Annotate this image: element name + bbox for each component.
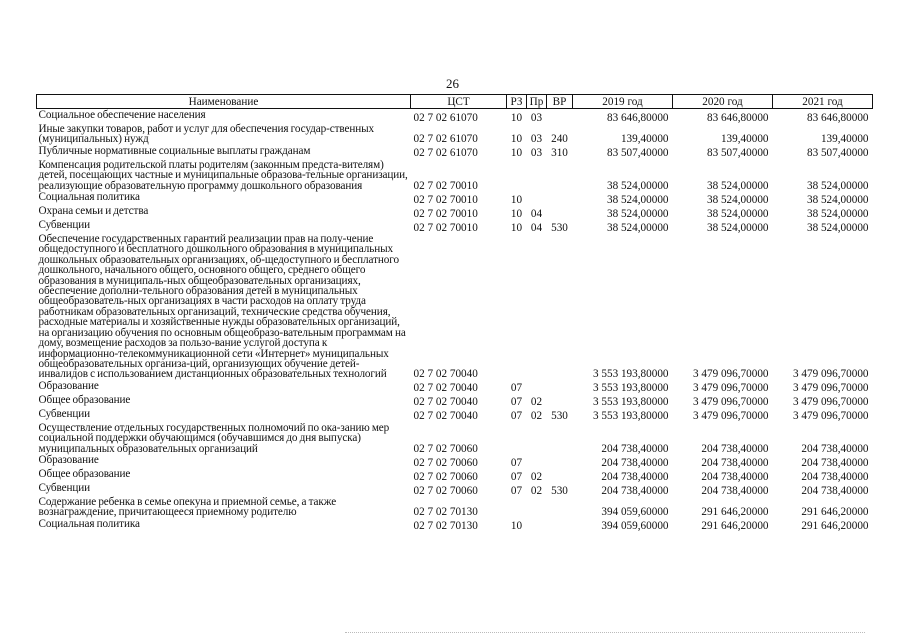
cell-2020: 38 524,00000 (706, 179, 769, 192)
cell-rz: 10 (510, 147, 523, 160)
cell-cst: 02 7 02 70130 (413, 506, 478, 519)
cell-name: Образование (38, 379, 99, 392)
cell-rz: 10 (510, 221, 523, 234)
cell-vr (547, 496, 573, 518)
cell-2021: 3 479 096,70000 (792, 382, 869, 395)
cell-2021: 204 738,40000 (801, 442, 869, 455)
cell-cst: 02 7 02 70060 (413, 470, 478, 483)
cell-cst: 02 7 02 70010 (413, 207, 478, 220)
column-header-2019: 2019 год (573, 95, 673, 109)
cell-pr: 02 (530, 396, 543, 409)
header-row (37, 95, 873, 109)
cell-2020: 38 524,00000 (706, 221, 769, 234)
cell-2021: 3 479 096,70000 (792, 410, 869, 423)
cell-name: Субвенции (38, 219, 91, 232)
table-row (37, 408, 873, 422)
table-row (37, 468, 873, 482)
cell-cst: 02 7 02 61070 (413, 133, 478, 146)
cell-name: Охрана семьи и детства (38, 205, 149, 218)
scan-artifact-line (345, 632, 865, 633)
cell-rz (507, 159, 527, 191)
table-row (37, 109, 873, 124)
cell-2021: 204 738,40000 (801, 456, 869, 469)
table-row (37, 454, 873, 468)
cell-cst: 02 7 02 70040 (413, 368, 478, 381)
cell-2020: 204 738,40000 (701, 442, 769, 455)
cell-name: Компенсация родительской платы родителям (законным предста-вителям) детей, посещающих частные и муниципальные образова-тельные организации, реализующие образовательную программу дошкольного образования (38, 158, 408, 192)
cell-name: Общее образование (38, 467, 131, 480)
table-row (37, 159, 873, 191)
cell-2019: 38 524,00000 (606, 193, 669, 206)
cell-2020: 3 479 096,70000 (692, 396, 769, 409)
cell-2021: 38 524,00000 (806, 179, 869, 192)
cell-2019: 204 738,40000 (601, 456, 669, 469)
cell-name: Социальная политика (38, 517, 140, 530)
cell-2019: 38 524,00000 (606, 179, 669, 192)
cell-name: Осуществление отдельных государственных полномочий по ока-занию мер социальной поддержки обучающимся (обучавшимся до дня выпуска) муниципальных образовательных организаций (38, 421, 390, 455)
cell-2020: 38 524,00000 (706, 207, 769, 220)
cell-vr (547, 205, 573, 219)
cell-rz (507, 496, 527, 518)
table-row (37, 422, 873, 454)
cell-2019: 3 553 193,80000 (592, 410, 669, 423)
cell-2020: 3 479 096,70000 (692, 382, 769, 395)
cell-name: Обеспечение государственных гарантий реализации прав на полу-чение общедоступного и бесплатного дошкольного образования в муниципальных дошкольных образовательных организациях, об-щедоступного и бесплатного дошкольного, начального общего, основного общего, среднего общего образования в муниципаль-ных общеобразовательных организациях, обеспечение дополни-тельного образования детей в муниципальных общеобразователь-ных организациях в части расходов на оплату труда работникам образовательных организаций, технические средства обучения, расходные материалы и хозяйственные нужды образовательных организаций, на организацию обучения по основным общеобразо-вательным программам на дому, возмещение расходов за пользо-вание услугой доступа к информационно-телекоммуникационной сети «Интернет» муниципальных общеобразовательных организа-ций, организующих обучение детей-инвалидов с использованием дистанционных образовательных технологий (38, 233, 406, 381)
cell-2021: 204 738,40000 (801, 470, 869, 483)
cell-rz: 10 (510, 207, 523, 220)
cell-rz: 07 (510, 396, 523, 409)
cell-rz: 07 (510, 456, 523, 469)
cell-2020: 204 738,40000 (701, 456, 769, 469)
cell-2019: 394 059,60000 (601, 506, 669, 519)
cell-2019: 3 553 193,80000 (592, 396, 669, 409)
cell-pr: 02 (530, 410, 543, 423)
cell-rz: 07 (510, 382, 523, 395)
table-row (37, 496, 873, 518)
cell-2021: 38 524,00000 (806, 221, 869, 234)
cell-vr (547, 191, 573, 205)
cell-cst: 02 7 02 70040 (413, 382, 478, 395)
cell-vr (547, 109, 573, 124)
cell-2019: 3 553 193,80000 (592, 382, 669, 395)
cell-cst: 02 7 02 70010 (413, 221, 478, 234)
cell-vr (547, 394, 573, 408)
cell-cst: 02 7 02 70010 (413, 179, 478, 192)
table-row (37, 482, 873, 496)
cell-name: Общее образование (38, 393, 131, 406)
cell-2021: 3 479 096,70000 (792, 396, 869, 409)
cell-pr: 03 (530, 133, 543, 146)
cell-pr (527, 454, 547, 468)
cell-pr (527, 233, 547, 380)
cell-2019: 204 738,40000 (601, 484, 669, 497)
cell-2020: 139,40000 (720, 133, 769, 146)
table-row (37, 191, 873, 205)
cell-2019: 83 646,80000 (606, 111, 669, 124)
cell-vr: 310 (551, 147, 568, 160)
cell-pr (527, 422, 547, 454)
cell-2019: 394 059,60000 (601, 520, 669, 533)
cell-2019: 38 524,00000 (606, 207, 669, 220)
cell-2020: 83 507,40000 (706, 147, 769, 160)
cell-rz (507, 422, 527, 454)
page-number: 26 (446, 76, 459, 91)
cell-vr: 240 (551, 133, 568, 146)
column-header-vr: ВР (547, 95, 573, 109)
cell-cst: 02 7 02 61070 (413, 147, 478, 160)
table-row (37, 233, 873, 380)
cell-vr (547, 468, 573, 482)
cell-rz: 07 (510, 410, 523, 423)
cell-pr (527, 518, 547, 532)
cell-vr: 530 (551, 410, 568, 423)
cell-pr: 04 (530, 221, 543, 234)
cell-2021: 139,40000 (820, 133, 869, 146)
cell-vr: 530 (551, 484, 568, 497)
cell-vr (547, 159, 573, 191)
budget-table (36, 94, 873, 532)
cell-pr (527, 159, 547, 191)
column-header-pr: Пр (527, 95, 547, 109)
cell-2020: 83 646,80000 (706, 111, 769, 124)
cell-vr: 530 (551, 221, 568, 234)
cell-2019: 204 738,40000 (601, 470, 669, 483)
cell-rz: 10 (510, 111, 523, 124)
cell-2020: 3 479 096,70000 (692, 410, 769, 423)
cell-rz: 10 (510, 520, 523, 533)
cell-vr (547, 380, 573, 394)
column-header-2020: 2020 год (673, 95, 773, 109)
column-header-name: Наименование (37, 95, 411, 109)
cell-2021: 291 646,20000 (801, 520, 869, 533)
cell-2021: 83 646,80000 (806, 111, 869, 124)
cell-pr: 03 (530, 111, 543, 124)
column-header-2021: 2021 год (773, 95, 873, 109)
cell-2021: 3 479 096,70000 (792, 368, 869, 381)
cell-rz (507, 233, 527, 380)
cell-vr (547, 518, 573, 532)
cell-rz: 07 (510, 470, 523, 483)
table-body (37, 109, 873, 532)
cell-name: Публичные нормативные социальные выплаты гражданам (38, 144, 311, 157)
cell-name: Иные закупки товаров, работ и услуг для обеспечения государ-ственных (муниципальных) нужд (38, 123, 375, 146)
cell-name: Субвенции (38, 481, 91, 494)
cell-2021: 291 646,20000 (801, 506, 869, 519)
cell-2021: 204 738,40000 (801, 484, 869, 497)
cell-rz: 10 (510, 193, 523, 206)
cell-2019: 204 738,40000 (601, 442, 669, 455)
cell-2021: 38 524,00000 (806, 193, 869, 206)
cell-name: Образование (38, 453, 99, 466)
cell-2019: 83 507,40000 (606, 147, 669, 160)
cell-cst: 02 7 02 70010 (413, 193, 478, 206)
cell-pr: 04 (530, 207, 543, 220)
cell-2019: 3 553 193,80000 (592, 368, 669, 381)
cell-pr (527, 191, 547, 205)
cell-2019: 38 524,00000 (606, 221, 669, 234)
cell-pr (527, 496, 547, 518)
cell-rz: 10 (510, 133, 523, 146)
cell-vr (547, 233, 573, 380)
cell-rz: 07 (510, 484, 523, 497)
cell-vr (547, 422, 573, 454)
table-row (37, 394, 873, 408)
cell-pr (527, 380, 547, 394)
cell-pr: 02 (530, 470, 543, 483)
cell-pr: 02 (530, 484, 543, 497)
cell-pr: 03 (530, 147, 543, 160)
cell-cst: 02 7 02 61070 (413, 111, 478, 124)
table-row (37, 145, 873, 159)
column-header-cst: ЦСТ (411, 95, 507, 109)
table-row (37, 518, 873, 532)
cell-cst: 02 7 02 70060 (413, 456, 478, 469)
cell-2021: 38 524,00000 (806, 207, 869, 220)
cell-cst: 02 7 02 70130 (413, 520, 478, 533)
cell-name: Социальная политика (38, 191, 140, 204)
cell-cst: 02 7 02 70060 (413, 484, 478, 497)
cell-2020: 204 738,40000 (701, 470, 769, 483)
table-row (37, 123, 873, 145)
cell-2020: 291 646,20000 (701, 506, 769, 519)
cell-cst: 02 7 02 70040 (413, 410, 478, 423)
cell-2019: 139,40000 (620, 133, 669, 146)
cell-name: Содержание ребенка в семье опекуна и приемной семье, а также вознаграждение, причитающееся приемному родителю (38, 495, 337, 519)
cell-cst: 02 7 02 70060 (413, 442, 478, 455)
table-row (37, 219, 873, 233)
column-header-rz: РЗ (507, 95, 527, 109)
cell-2020: 204 738,40000 (701, 484, 769, 497)
cell-2020: 38 524,00000 (706, 193, 769, 206)
cell-name: Социальное обеспечение населения (38, 109, 206, 121)
table-row (37, 380, 873, 394)
cell-name: Субвенции (38, 407, 91, 420)
cell-2020: 291 646,20000 (701, 520, 769, 533)
cell-vr (547, 454, 573, 468)
cell-2020: 3 479 096,70000 (692, 368, 769, 381)
table-row (37, 205, 873, 219)
cell-cst: 02 7 02 70040 (413, 396, 478, 409)
cell-2021: 83 507,40000 (806, 147, 869, 160)
